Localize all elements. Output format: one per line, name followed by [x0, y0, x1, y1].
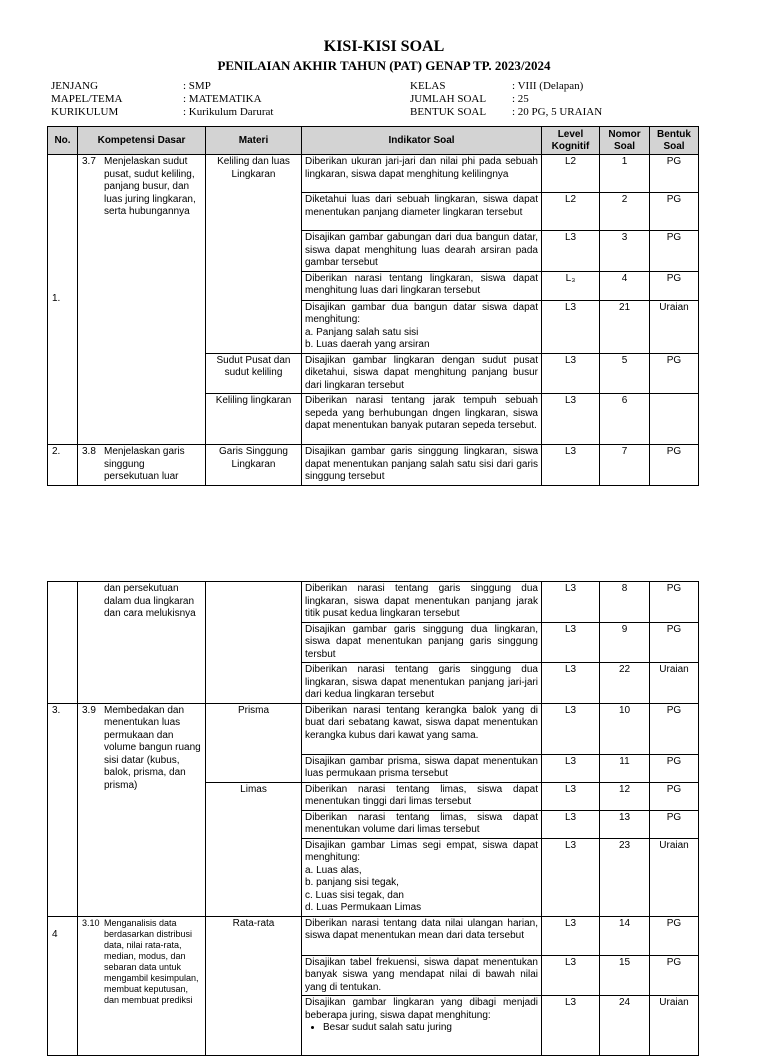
indikator-text: Disajikan gambar Limas segi empat, siswa dapat menghitung:: [305, 839, 538, 863]
nomor-cell: 6: [600, 394, 650, 445]
kd-text: Membedakan dan menentukan luas permukaan dan volume bangun ruang sisi datar (kubus, balok, prisma, dan prisma): [104, 704, 201, 791]
materi-cell: Keliling dan luas Lingkaran: [206, 155, 302, 354]
nomor-cell: 24: [600, 996, 650, 1056]
bentuk-cell: Uraian: [650, 838, 699, 916]
level-cell: L3: [542, 300, 600, 353]
bentuk-cell: PG: [650, 955, 699, 996]
indikator-cell: Diberikan narasi tentang data nilai ulangan harian, siswa dapat menentukan mean dari data tersebut: [302, 916, 542, 955]
bentuk-cell: PG: [650, 155, 699, 193]
nomor-cell: 10: [600, 703, 650, 754]
materi-cell: Rata-rata: [206, 916, 302, 1056]
document-title: KISI-KISI SOAL: [323, 38, 445, 55]
bentuk-cell: PG: [650, 754, 699, 782]
level-cell: L3: [542, 810, 600, 838]
nomor-cell: 5: [600, 353, 650, 394]
bentuk-cell: PG: [650, 353, 699, 394]
header-nomor: Nomor Soal: [600, 127, 650, 155]
level-cell: L3: [542, 231, 600, 272]
nomor-cell: 21: [600, 300, 650, 353]
meta-label: KELAS: [410, 80, 446, 92]
level-cell: L3: [542, 955, 600, 996]
nomor-cell: 15: [600, 955, 650, 996]
bentuk-cell: PG: [650, 916, 699, 955]
indikator-cell: Disajikan gambar garis singgung dua lingkaran, siswa dapat menentukan panjang garis singgung tersbut: [302, 622, 542, 663]
bentuk-cell: PG: [650, 810, 699, 838]
indikator-cell: Diberikan ukuran jari-jari dan nilai phi pada sebuah lingkaran, siswa dapat menghitung kelilingnya: [302, 155, 542, 193]
kd-text: Menjelaskan sudut pusat, sudut keliling, panjang busur, dan luas juring lingkaran, serta hubungannya: [104, 156, 196, 217]
indikator-item: a. Panjang salah satu sisi: [305, 326, 419, 338]
nomor-cell: 22: [600, 663, 650, 704]
indikator-item: b. Luas daerah yang arsiran: [305, 339, 430, 350]
meta-label: JENJANG: [51, 80, 99, 92]
indikator-cell: Diberikan narasi tentang garis singgung dua lingkaran, siswa dapat menentukan panjang jarak titik pusat kedua lingkaran tersebut: [302, 582, 542, 623]
level-cell: L₃: [542, 271, 600, 300]
header-kompetensi-dasar: Kompetensi Dasar: [78, 127, 206, 155]
nomor-cell: 12: [600, 782, 650, 810]
meta-label: KURIKULUM: [51, 106, 119, 118]
header-bentuk: Bentuk Soal: [650, 127, 699, 155]
meta-right-labels: [410, 80, 510, 119]
bentuk-cell: Uraian: [650, 663, 699, 704]
indikator-text: Disajikan gambar dua bangun datar siswa dapat menghitung:: [305, 301, 538, 325]
nomor-cell: 14: [600, 916, 650, 955]
indikator-cell: [302, 996, 542, 1056]
materi-cell: Limas: [206, 782, 302, 916]
kd-code: 3.10: [82, 917, 100, 928]
nomor-cell: 13: [600, 810, 650, 838]
kd-code: 3.8: [82, 446, 96, 457]
indikator-cell: Diberikan narasi tentang limas, siswa dapat menentukan tinggi dari limas tersebut: [302, 782, 542, 810]
level-cell: L3: [542, 782, 600, 810]
level-cell: L3: [542, 353, 600, 394]
indikator-cell: Diberikan narasi tentang garis singgung dua lingkaran, siswa dapat menentukan panjang jari-jari dari kedua lingkaran tersebut: [302, 663, 542, 704]
row-number: [48, 582, 78, 704]
bentuk-cell: [650, 394, 699, 445]
level-cell: L3: [542, 582, 600, 623]
meta-value: : Kurikulum Darurat: [183, 106, 274, 118]
nomor-cell: 11: [600, 754, 650, 782]
indikator-cell: Diberikan narasi tentang lingkaran, siswa dapat menghitung luas dari lingkaran tersebut: [302, 271, 542, 300]
meta-left-values: [183, 80, 363, 119]
bentuk-cell: PG: [650, 782, 699, 810]
indikator-item: b. panjang sisi tegak,: [305, 877, 399, 888]
header-no: No.: [48, 127, 78, 155]
kompetensi-dasar-cell: [78, 916, 206, 1056]
row-number: 3.: [48, 703, 78, 916]
indikator-item: c. Luas sisi tegak, dan: [305, 889, 404, 901]
bentuk-cell: PG: [650, 271, 699, 300]
nomor-cell: 8: [600, 582, 650, 623]
table-row: [48, 703, 699, 754]
level-cell: L3: [542, 394, 600, 445]
nomor-cell: 9: [600, 622, 650, 663]
kisi-kisi-table-page-1: [47, 126, 699, 486]
indikator-cell: Disajikan gambar prisma, siswa dapat menentukan luas permukaan prisma tersebut: [302, 754, 542, 782]
nomor-cell: 1: [600, 155, 650, 193]
indikator-bullet: • Besar sudut salah satu juring: [323, 1022, 538, 1035]
kompetensi-dasar-cell: [78, 445, 206, 486]
row-number: 4: [48, 916, 78, 1056]
level-cell: L2: [542, 155, 600, 193]
header-indikator: Indikator Soal: [302, 127, 542, 155]
header-level: Level Kognitif: [542, 127, 600, 155]
indikator-cell: Disajikan gambar lingkaran dengan sudut pusat diketahui, siswa dapat menghitung panjang busur dari lingkaran tersebut: [302, 353, 542, 394]
indikator-cell: Disajikan gambar gabungan dari dua bangun datar, siswa dapat menghitung luas dearah arsiran pada gambar tersebut: [302, 231, 542, 272]
nomor-cell: 3: [600, 231, 650, 272]
bentuk-cell: Uraian: [650, 996, 699, 1056]
level-cell: L3: [542, 996, 600, 1056]
bentuk-cell: PG: [650, 193, 699, 231]
level-cell: L2: [542, 193, 600, 231]
indikator-text: Disajikan gambar lingkaran yang dibagi menjadi beberapa juring, siswa dapat menghitung:: [305, 997, 538, 1021]
materi-cell: Sudut Pusat dan sudut keliling: [206, 353, 302, 394]
kd-code: 3.9: [82, 704, 96, 716]
kd-code: 3.7: [82, 156, 96, 167]
indikator-cell: Disajikan tabel frekuensi, siswa dapat menentukan banyak siswa yang mendapat nilai di bawah nilai yang di tentukan.: [302, 955, 542, 996]
level-cell: L3: [542, 838, 600, 916]
bentuk-cell: PG: [650, 622, 699, 663]
level-cell: L3: [542, 703, 600, 754]
indikator-cell: Diberikan narasi tentang kerangka balok yang di buat dari sebatang kawat, siswa dapat menentukan kerangka kubus dari kawat yang sama.: [302, 703, 542, 754]
nomor-cell: 2: [600, 193, 650, 231]
table-row: [48, 445, 699, 486]
indikator-cell: Disajikan gambar garis singgung lingkaran, siswa dapat menentukan panjang salah satu sisi dari garis singgung tersebut: [302, 445, 542, 486]
bentuk-cell: PG: [650, 231, 699, 272]
bentuk-cell: PG: [650, 445, 699, 486]
nomor-cell: 23: [600, 838, 650, 916]
level-cell: L3: [542, 622, 600, 663]
bentuk-cell: Uraian: [650, 300, 699, 353]
kompetensi-dasar-cell: [78, 582, 206, 704]
indikator-cell: [302, 838, 542, 916]
table-row: [48, 916, 699, 955]
kd-text: Menganalisis data berdasarkan distribusi data, nilai rata-rata, median, modus, dan sebaran data untuk mengambil kesimpulan, membuat keputusan, dan membuat prediksi: [104, 917, 199, 1005]
materi-cell: [206, 582, 302, 704]
kompetensi-dasar-cell: [78, 703, 206, 916]
materi-cell: Garis Singgung Lingkaran: [206, 445, 302, 486]
indikator-cell: Diberikan narasi tentang jarak tempuh sebuah sepeda yang berhubungan dngen lingkaran, siswa dapat menentukan banyak putaran sepeda tersebut.: [302, 394, 542, 445]
bentuk-cell: PG: [650, 582, 699, 623]
header-materi: Materi: [206, 127, 302, 155]
meta-label: MAPEL/TEMA: [51, 93, 123, 105]
kompetensi-dasar-cell: [78, 155, 206, 445]
level-cell: L3: [542, 754, 600, 782]
meta-label: JUMLAH SOAL: [410, 93, 487, 105]
meta-value: : MATEMATIKA: [183, 93, 262, 105]
table-header-row: [48, 127, 699, 155]
kisi-kisi-table-page-2: [47, 581, 699, 1056]
nomor-cell: 4: [600, 271, 650, 300]
row-number: 2.: [48, 445, 78, 486]
meta-label: BENTUK SOAL: [410, 106, 487, 118]
materi-cell: Keliling lingkaran: [206, 394, 302, 445]
table-row: [48, 155, 699, 193]
nomor-cell: 7: [600, 445, 650, 486]
kd-text: dan persekutuan dalam dua lingkaran dan cara melukisnya: [104, 583, 196, 619]
indikator-item: a. Luas alas,: [305, 864, 362, 876]
level-cell: L3: [542, 916, 600, 955]
kd-text: Menjelaskan garis singgung persekutuan luar: [104, 446, 185, 482]
materi-cell: Prisma: [206, 703, 302, 782]
indikator-cell: Diberikan narasi tentang limas, siswa dapat menentukan volume dari limas tersebut: [302, 810, 542, 838]
indikator-item: d. Luas Permukaan Limas: [305, 902, 422, 913]
meta-value: : 20 PG, 5 URAIAN: [512, 106, 603, 118]
meta-left-labels: [51, 80, 181, 119]
row-number: 1.: [48, 155, 78, 445]
indikator-cell: Diketahui luas dari sebuah lingkaran, siswa dapat menentukan panjang diameter lingkaran tersebut: [302, 193, 542, 231]
indikator-cell: [302, 300, 542, 353]
meta-value: : VIII (Delapan): [512, 80, 584, 92]
table-row: [48, 582, 699, 623]
level-cell: L3: [542, 445, 600, 486]
meta-value: : SMP: [183, 80, 211, 92]
meta-right-values: [512, 80, 712, 119]
document-subtitle: PENILAIAN AKHIR TAHUN (PAT) GENAP TP. 2023/2024: [217, 58, 551, 73]
meta-value: : 25: [512, 93, 529, 105]
bentuk-cell: PG: [650, 703, 699, 754]
level-cell: L3: [542, 663, 600, 704]
